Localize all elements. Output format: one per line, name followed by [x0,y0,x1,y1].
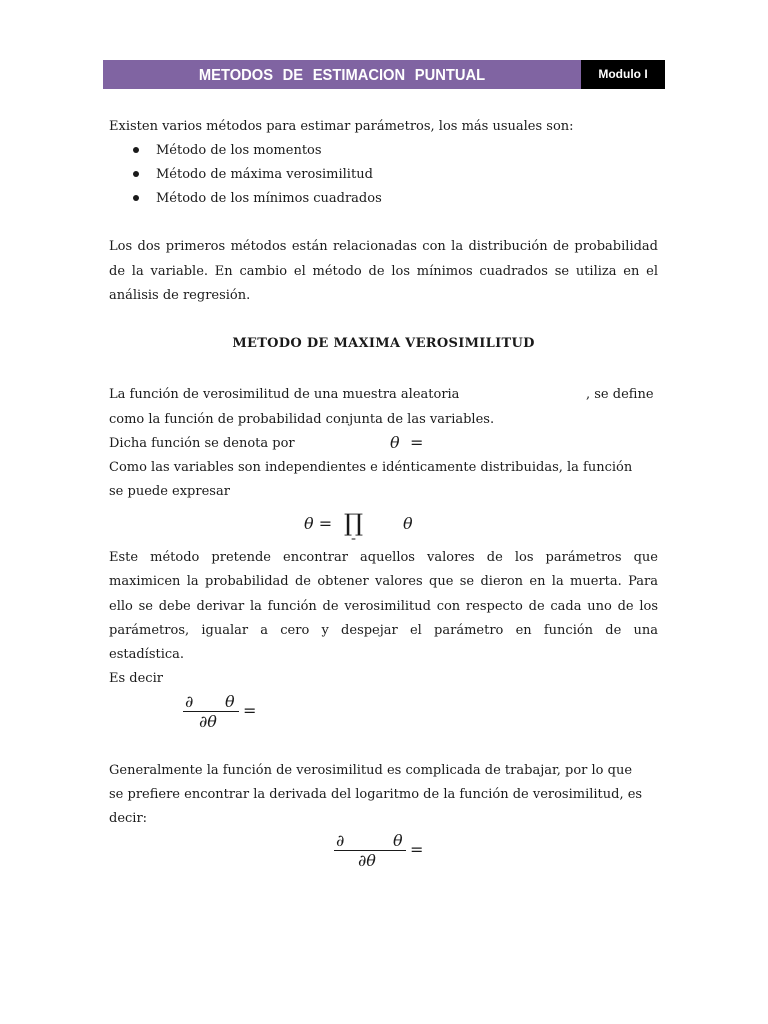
formula-equals: = [410,433,424,452]
formula-equals: = [243,701,257,720]
intro-text: Existen varios métodos para estimar parámetros, los más usuales son: [109,119,574,134]
paragraph-line: de la variable. En cambio el método de los mínimos cuadrados se utiliza en el [109,264,658,279]
paragraph-line: Como las variables son independientes e idénticamente distribuidas, la función [109,460,633,475]
method-item-max-likelihood: Método de máxima verosimilitud [156,167,373,182]
paragraph-line: Es decir [109,671,163,686]
paragraph-line: Este método pretende encontrar aquellos valores de los parámetros que [109,550,658,565]
paragraph-line: ello se debe derivar la función de verosimilitud con respecto de cada uno de los [109,599,658,614]
formula-theta: θ [393,831,403,850]
partial-symbol: ∂ [336,831,345,850]
bullet-icon [133,195,139,201]
formula-theta-eq: θ = [304,514,333,533]
paragraph-line: maximicen la probabilidad de obtener valores que se dieron en la muerta. Para [109,574,658,589]
partial-symbol: ∂ [185,692,194,711]
paragraph-line: análisis de regresión. [109,288,251,303]
method-item-least-squares: Método de los mínimos cuadrados [156,191,382,206]
bullet-icon [133,171,139,177]
module-label: Modulo I [598,67,648,81]
paragraph-line: se prefiere encontrar la derivada del logaritmo de la función de verosimilitud, es [109,787,643,802]
formula-theta: θ [403,514,413,533]
bullet-icon [133,147,139,153]
paragraph-line: Los dos primeros métodos están relacionadas con la distribución de probabilidad [109,239,658,254]
method-item-moments: Método de los momentos [156,143,322,158]
paragraph-line: La función de verosimilitud de una muestra aleatoria [109,387,460,402]
paragraph-line: se puede expresar [109,484,230,499]
formula-theta: θ [390,433,400,452]
paragraph-line: Dicha función se denota por [109,436,295,451]
formula-equals: = [410,840,424,859]
paragraph-line: Generalmente la función de verosimilitud es complicada de trabajar, por lo que [109,763,633,778]
paragraph-line: decir: [109,811,148,826]
paragraph-line: parámetros, igualar a cero y despejar el parámetro en función de una [109,623,658,638]
page-title: METODOS DE ESTIMACION PUNTUAL [198,67,486,84]
formula-theta: θ [225,692,235,711]
partial-theta: ∂θ [199,712,217,731]
paragraph-line: estadística. [109,647,185,662]
paragraph-line: , se define [586,387,654,402]
product-symbol: ∏ [344,509,364,537]
section-title: METODO DE MAXIMA VEROSIMILITUD [232,336,535,351]
paragraph-line: como la función de probabilidad conjunta de las variables. [109,412,495,427]
product-subscript: = [351,536,357,543]
partial-theta: ∂θ [358,851,376,870]
